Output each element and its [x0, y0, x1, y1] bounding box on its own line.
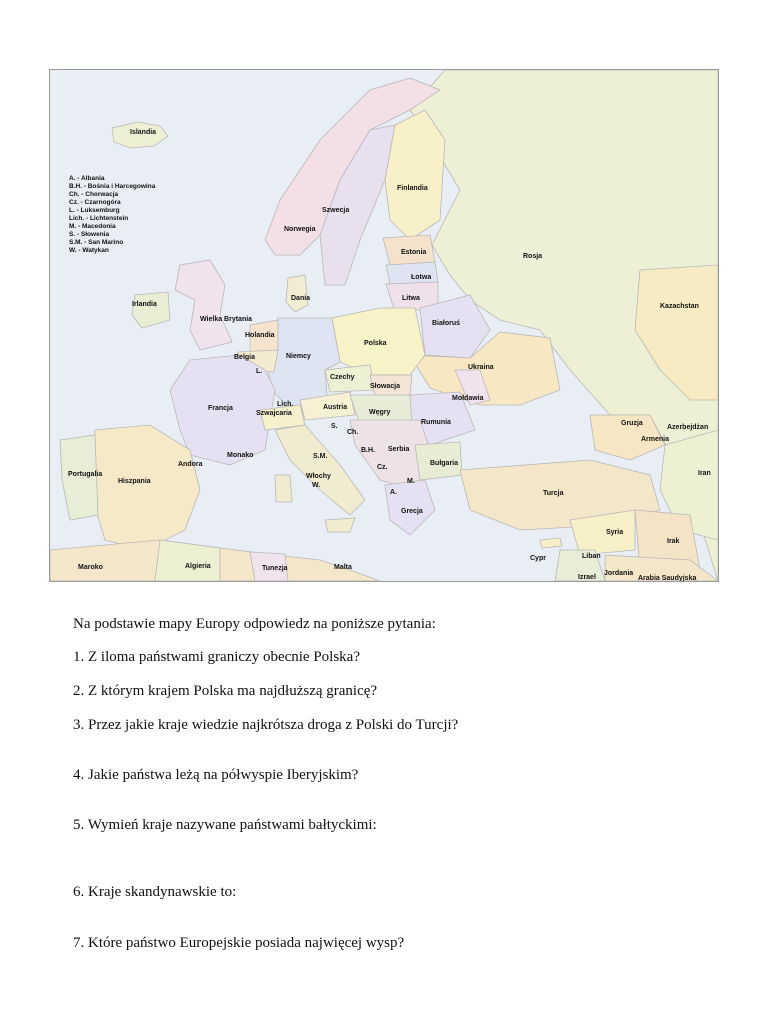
label-algieria: Algieria [185, 563, 211, 570]
legend-item: S.M. - San Marino [69, 239, 124, 246]
label-azerbejdzan: Azerbejdżan [667, 424, 709, 431]
legend-item: L. - Luksemburg [69, 207, 120, 214]
legend-item: A. - Albania [69, 175, 105, 182]
label-syria: Syria [606, 529, 624, 536]
question-3: 3. Przez jakie kraje wiedzie najkrótsza droga z Polski do Turcji? [73, 717, 459, 733]
label-rosja: Rosja [523, 253, 543, 260]
question-5: 5. Wymień kraje nazywane państwami bałtyckimi: [73, 817, 377, 833]
label-litwa: Litwa [402, 295, 420, 302]
label-ukraina: Ukraina [468, 364, 494, 371]
label-sm: S.M. [313, 453, 328, 460]
label-holandia: Holandia [245, 332, 275, 339]
legend-item: Ch. - Chorwacja [69, 191, 119, 198]
label-gruzja: Gruzja [621, 420, 643, 427]
label-niemcy: Niemcy [286, 353, 311, 360]
question-2: 2. Z którym krajem Polska ma najdłuższą granicę? [73, 683, 378, 699]
legend-item: S. - Słowenia [69, 231, 110, 238]
legend-item: W. - Watykan [69, 247, 109, 254]
label-szwecja: Szwecja [322, 207, 350, 214]
legend-item: B.H. - Bośnia i Harcegowina [69, 183, 156, 190]
label-irak: Irak [667, 538, 680, 545]
label-norwegia: Norwegia [284, 226, 316, 233]
label-polska: Polska [364, 340, 387, 347]
label-jordania: Jordania [604, 570, 634, 577]
europe-map-graphic [50, 70, 718, 581]
intro-text: Na podstawie mapy Europy odpowiedz na poniższe pytania: [73, 616, 436, 632]
label-dania: Dania [291, 295, 311, 302]
label-andora: Andora [178, 461, 203, 468]
label-s: S. [331, 423, 338, 430]
label-kazachstan: Kazachstan [660, 303, 699, 310]
label-bh: B.H. [361, 447, 375, 454]
question-4: 4. Jakie państwa leżą na półwyspie Iberyjskim? [73, 767, 359, 783]
label-cypr: Cypr [530, 555, 546, 562]
label-iran: Iran [698, 470, 711, 477]
label-finlandia: Finlandia [397, 185, 428, 192]
label-cz: Cz. [377, 464, 388, 471]
label-moldawia: Mołdawia [452, 395, 484, 402]
label-slowacja: Słowacja [370, 383, 400, 390]
label-islandia: Islandia [130, 129, 157, 136]
label-francja: Francja [208, 405, 233, 412]
legend-item: Cz. - Czarnogóra [69, 199, 121, 206]
label-maroko: Maroko [78, 564, 103, 571]
europe-map [49, 69, 719, 582]
label-ch: Ch. [347, 429, 359, 436]
label-estonia: Estonia [401, 249, 427, 256]
label-bialorus: Białoruś [432, 320, 461, 327]
label-arabia-saudyjska: Arabia Saudyjska [638, 575, 697, 581]
question-7: 7. Które państwo Europejskie posiada najwięcej wysp? [73, 935, 405, 951]
label-bulgaria: Bułgaria [430, 460, 459, 467]
label-grecja: Grecja [401, 508, 423, 515]
label-rumunia: Rumunia [421, 419, 451, 426]
label-w: W. [312, 482, 321, 489]
label-m: M. [407, 478, 415, 485]
label-lich: Lich. [277, 401, 294, 408]
label-wlochy: Włochy [306, 473, 331, 480]
legend-item: Lich. - Lichtenstein [69, 215, 129, 222]
label-hiszpania: Hiszpania [118, 478, 151, 485]
label-irlandia: Irlandia [132, 301, 157, 308]
label-izrael: Izrael [578, 574, 596, 581]
label-lotwa: Łotwa [411, 274, 432, 281]
label-liban: Liban [582, 553, 601, 560]
label-portugalia: Portugalia [68, 471, 103, 478]
label-belgia: Belgia [234, 354, 256, 361]
label-szwajcaria: Szwajcaria [256, 410, 292, 417]
label-czechy: Czechy [330, 374, 355, 381]
label-l: L. [256, 368, 263, 375]
label-serbia: Serbia [388, 446, 410, 453]
label-malta: Malta [334, 564, 352, 571]
label-a: A. [390, 489, 397, 496]
label-turcja: Turcja [543, 490, 564, 497]
question-6: 6. Kraje skandynawskie to: [73, 884, 237, 900]
label-wegry: Węgry [369, 409, 391, 416]
label-austria: Austria [323, 404, 348, 411]
label-tunezja: Tunezja [262, 565, 288, 572]
question-1: 1. Z iloma państwami graniczy obecnie Polska? [73, 649, 360, 665]
legend-item: M. - Macedonia [69, 223, 116, 230]
label-wielka-brytania: Wielka Brytania [200, 316, 253, 323]
label-monako: Monako [227, 452, 254, 459]
label-armenia: Armenia [641, 436, 670, 443]
